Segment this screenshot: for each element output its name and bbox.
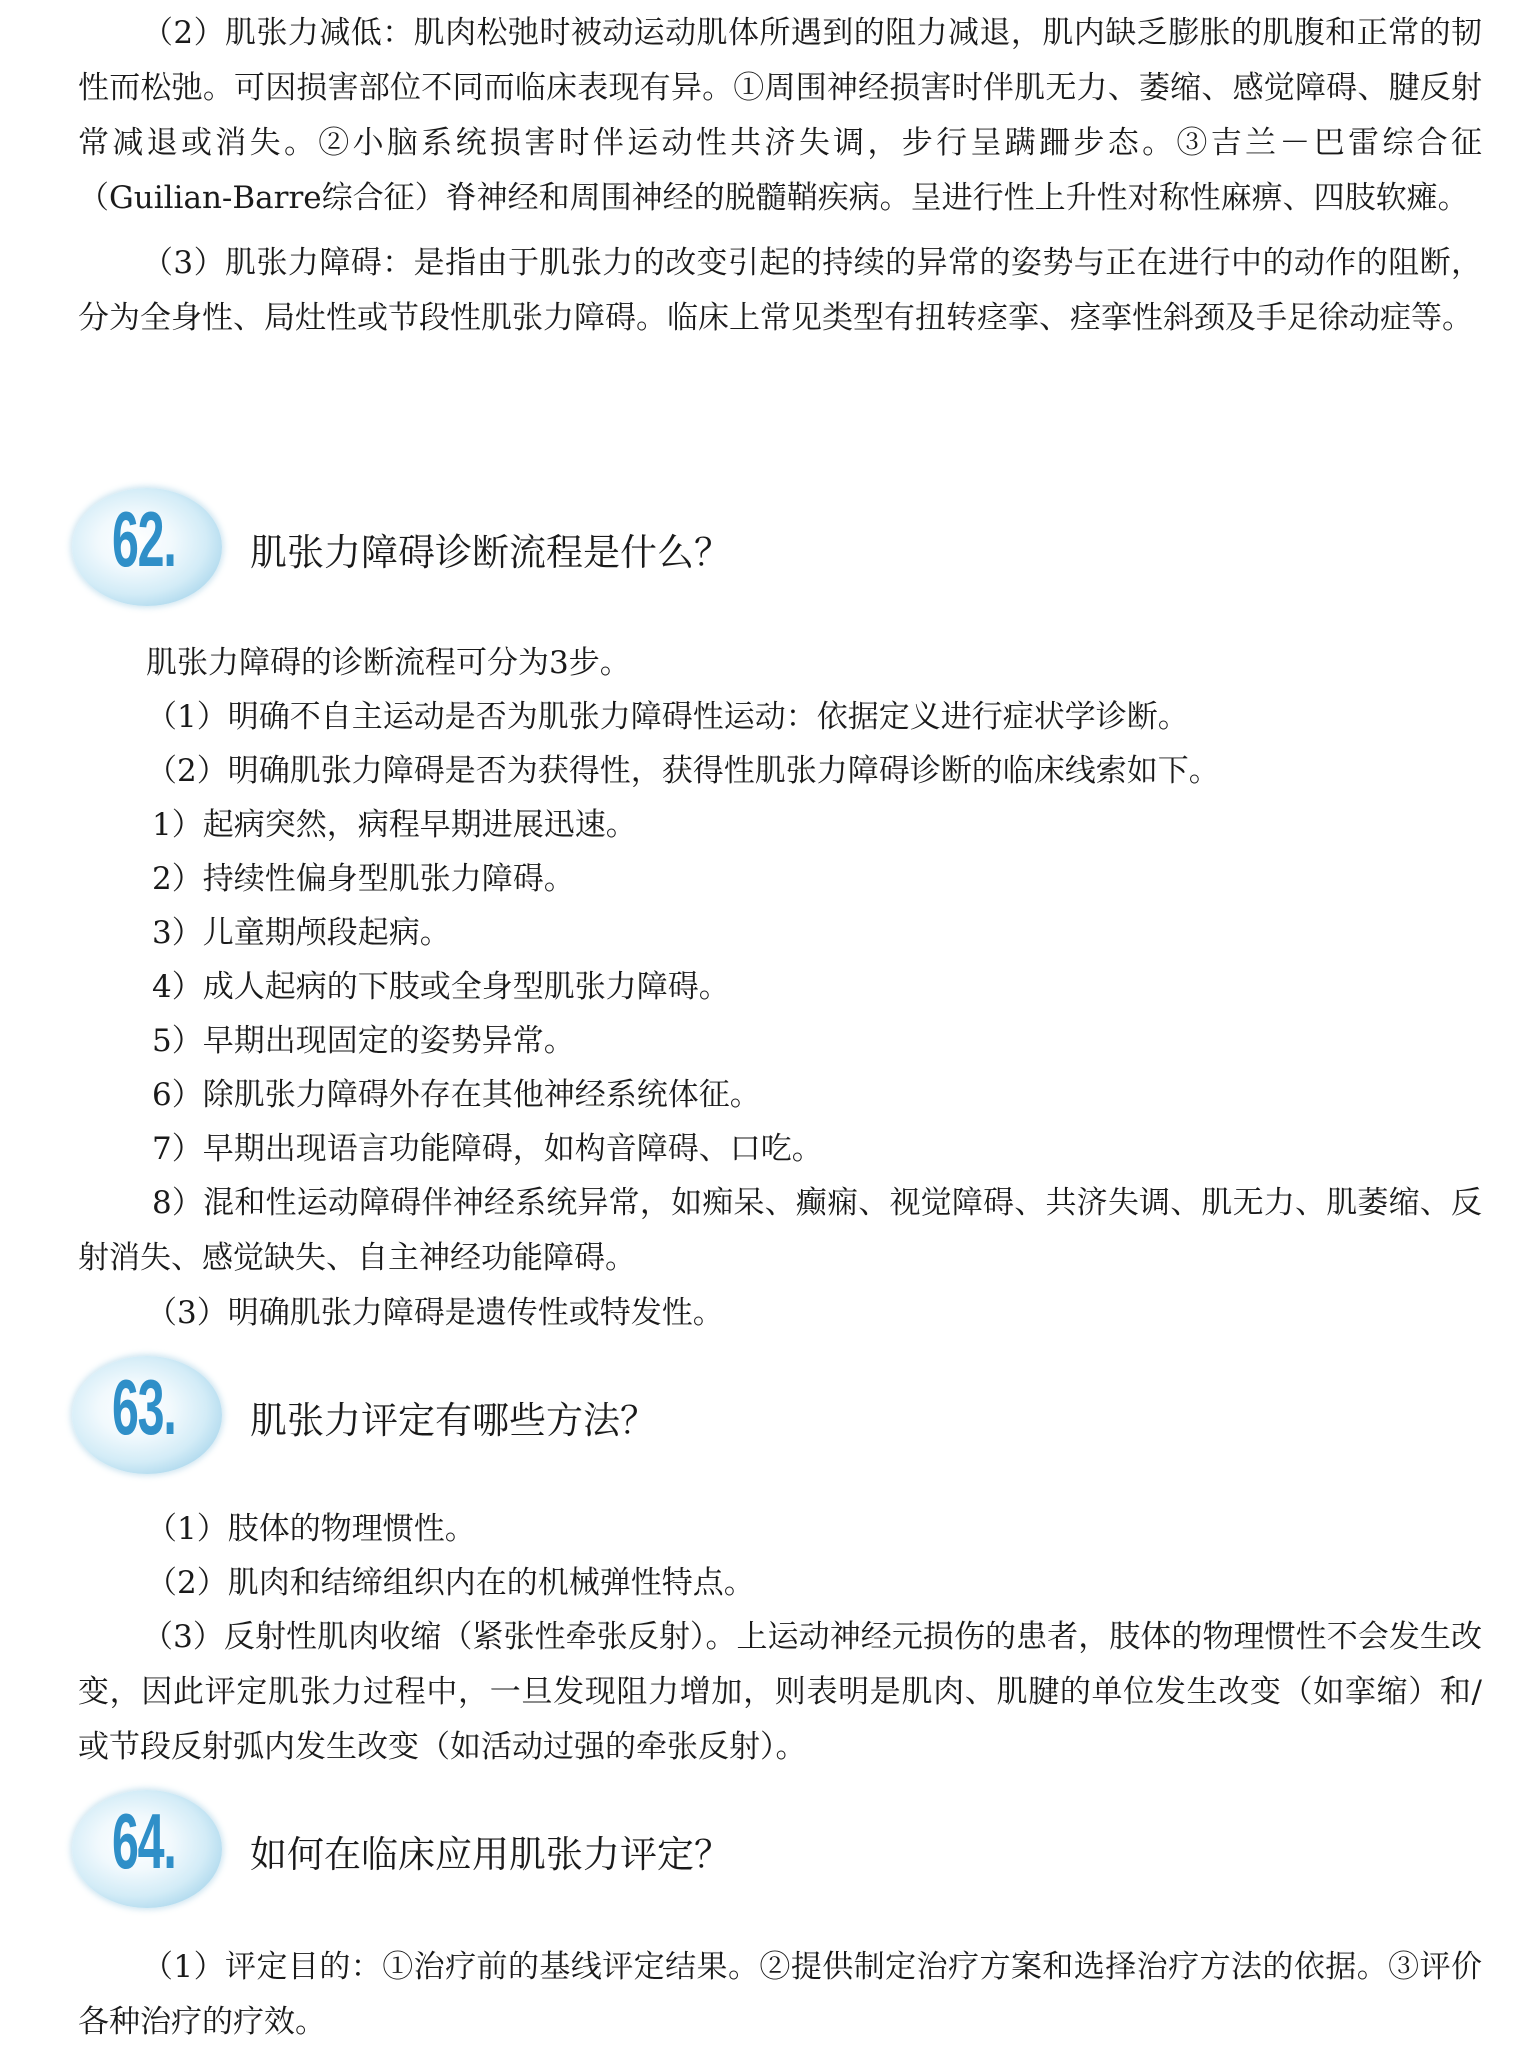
q62-clue-2: 2）持续性偏身型肌张力障碍。 bbox=[152, 861, 575, 897]
paragraph-dystonia: （3）肌张力障碍：是指由于肌张力的改变引起的持续的异常的姿势与正在进行中的动作的阻断，分为全身性、局灶性或节段性肌张力障碍。临床上常见类型有扭转痉挛、痉挛性斜颈及手足徐动症等。 bbox=[78, 245, 1482, 336]
question-number: 62 bbox=[112, 495, 164, 583]
paragraph-hypotonia: （2）肌张力减低：肌肉松弛时被动运动肌体所遇到的阻力减退，肌内缺乏膨胀的肌腹和正常的韧性而松弛。可因损害部位不同而临床表现有异。①周围神经损害时伴肌无力、萎缩、感觉障碍、腱反射常减退或消失。②小脑系统损害时伴运动性共济失调，步行呈蹒跚步态。③吉兰－巴雷综合征（Guilian-Barre综合征）脊神经和周围神经的脱髓鞘疾病。呈进行性上升性对称性麻痹、四肢软瘫。 bbox=[78, 15, 1482, 216]
q62-step-2: （2）明确肌张力障碍是否为获得性，获得性肌张力障碍诊断的临床线索如下。 bbox=[146, 753, 1220, 789]
question-title: 如何在临床应用肌张力评定？ bbox=[250, 1833, 731, 1876]
question-number-badge: 62. bbox=[72, 488, 222, 606]
question-title: 肌张力障碍诊断流程是什么？ bbox=[250, 531, 731, 574]
q62-clue-6: 6）除肌张力障碍外存在其他神经系统体征。 bbox=[152, 1077, 761, 1113]
q64-paragraph-1: （1）评定目的：①治疗前的基线评定结果。②提供制定治疗方案和选择治疗方法的依据。③评价各种治疗的疗效。 bbox=[78, 1949, 1482, 2040]
q63-method-3: （3）反射性肌肉收缩（紧张性牵张反射）。上运动神经元损伤的患者，肢体的物理惯性不会发生改变，因此评定肌张力过程中，一旦发现阻力增加，则表明是肌肉、肌腱的单位发生改变（如挛缩）和/或节段反射弧内发生改变（如活动过强的牵张反射）。 bbox=[78, 1619, 1482, 1765]
q62-clue-4: 4）成人起病的下肢或全身型肌张力障碍。 bbox=[152, 969, 730, 1005]
q62-intro: 肌张力障碍的诊断流程可分为3步。 bbox=[146, 645, 631, 681]
question-number: 64 bbox=[112, 1797, 164, 1885]
question-63-header bbox=[72, 1356, 1372, 1486]
question-title: 肌张力评定有哪些方法？ bbox=[250, 1399, 657, 1442]
q62-step-1: （1）明确不自主运动是否为肌张力障碍性运动：依据定义进行症状学诊断。 bbox=[146, 699, 1189, 735]
q62-clue-1: 1）起病突然，病程早期进展迅速。 bbox=[152, 807, 637, 843]
q63-method-2: （2）肌肉和结缔组织内在的机械弹性特点。 bbox=[146, 1565, 755, 1601]
q63-method-1: （1）肢体的物理惯性。 bbox=[146, 1511, 476, 1547]
question-number: 63 bbox=[112, 1363, 164, 1451]
q62-step-3: （3）明确肌张力障碍是遗传性或特发性。 bbox=[146, 1295, 724, 1331]
question-62-header bbox=[72, 488, 1372, 618]
q62-clue-3: 3）儿童期颅段起病。 bbox=[152, 915, 451, 951]
q62-clue-5: 5）早期出现固定的姿势异常。 bbox=[152, 1023, 575, 1059]
question-64-header bbox=[72, 1790, 1372, 1920]
q62-clue-7: 7）早期出现语言功能障碍，如构音障碍、口吃。 bbox=[152, 1131, 823, 1167]
question-number-badge: 64. bbox=[72, 1790, 222, 1908]
q62-clue-8: 8）混和性运动障碍伴神经系统异常，如痴呆、癫痫、视觉障碍、共济失调、肌无力、肌萎缩、反射消失、感觉缺失、自主神经功能障碍。 bbox=[78, 1185, 1482, 1276]
question-number-badge: 63. bbox=[72, 1356, 222, 1474]
